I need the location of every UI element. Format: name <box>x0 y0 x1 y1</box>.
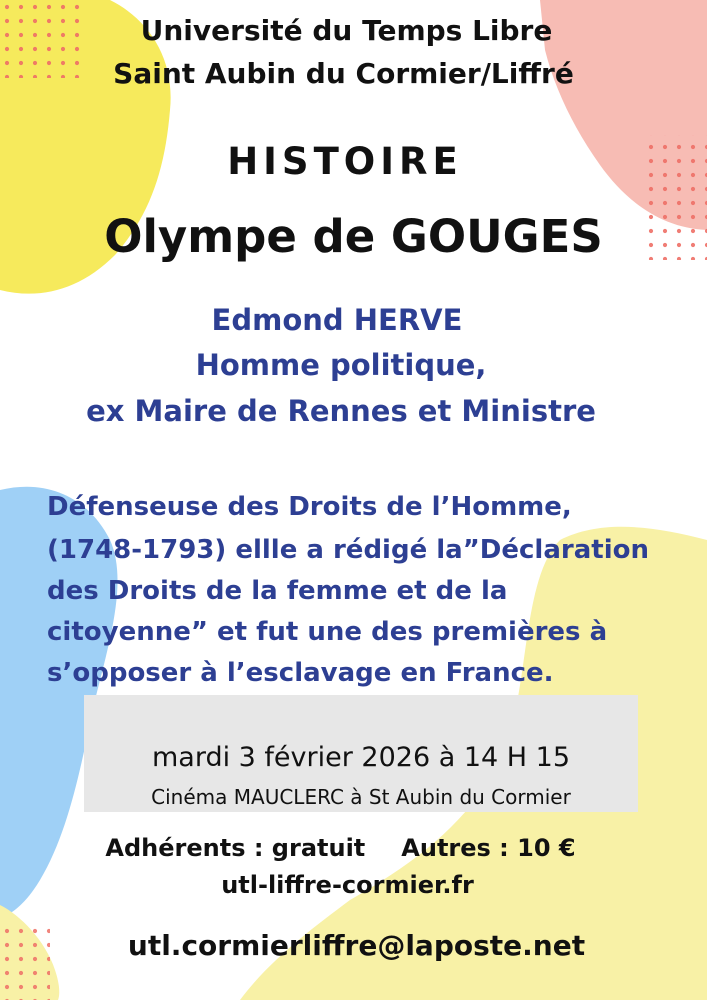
subject-heading: HISTOIRE <box>227 140 463 183</box>
speaker-role-line2: ex Maire de Rennes et Ministre <box>86 394 596 428</box>
description-line: s’opposer à l’esclavage en France. <box>47 658 554 688</box>
description-line: Défenseuse des Droits de l’Homme, <box>47 492 572 522</box>
email-link[interactable]: utl.cormierliffre@laposte.net <box>127 929 586 962</box>
event-venue: Cinéma MAUCLERC à St Aubin du Cormier <box>151 785 571 809</box>
organization-name: Université du Temps Libre <box>140 14 553 47</box>
description-line: (1748-1793) ellle a rédigé la”Déclaration <box>47 535 649 565</box>
pricing <box>0 834 681 862</box>
website-link[interactable]: utl-liffre-cormier.fr <box>221 871 474 899</box>
description-line: citoyenne” et fut une des premières à <box>47 617 608 647</box>
description-line: des Droits de la femme et de la <box>47 576 508 606</box>
organization-location: Saint Aubin du Cormier/Liffré <box>113 57 574 90</box>
speaker-name: Edmond HERVE <box>211 303 463 337</box>
event-date: mardi 3 février 2026 à 14 H 15 <box>151 742 571 773</box>
event-title: Olympe de GOUGES <box>104 210 603 263</box>
price-members: Adhérents : gratuit <box>105 834 366 862</box>
speaker-role-line1: Homme politique, <box>195 348 487 382</box>
price-others: Autres : 10 € <box>401 834 576 862</box>
